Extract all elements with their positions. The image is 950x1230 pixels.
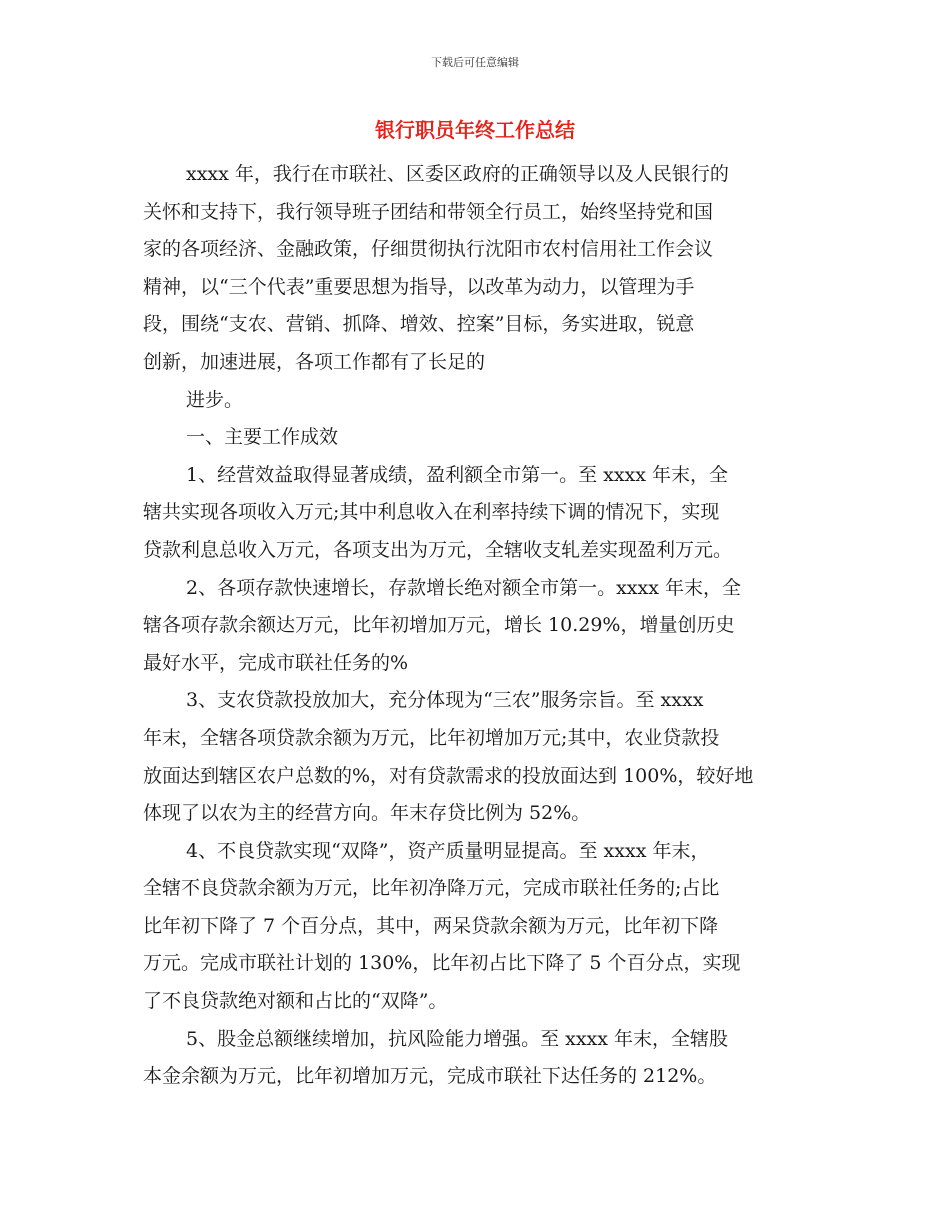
section-heading-text: 一、主要工作成效 bbox=[186, 426, 339, 449]
paragraph-item-5 bbox=[143, 1021, 815, 1096]
paragraph-line: 4、不良贷款实现“双降”，资产质量明显提高。至 xxxx 年末， bbox=[186, 839, 710, 862]
paragraph-line: 体现了以农为主的经营方向。年末存贷比例为 52%。 bbox=[143, 802, 591, 825]
paragraph-line: 家的各项经济、金融政策，仔细贯彻执行沈阳市农村信用社工作会议 bbox=[143, 238, 714, 261]
paragraph-line: 放面达到辖区农户总数的%，对有贷款需求的投放面达到 100%，较好地 bbox=[143, 764, 754, 787]
paragraph-progress bbox=[143, 382, 815, 420]
paragraph-line: 精神，以“三个代表”重要思想为指导，以改革为动力，以管理为手 bbox=[143, 275, 695, 298]
paragraph-line: xxxx 年，我行在市联社、区委区政府的正确领导以及人民银行的 bbox=[186, 163, 729, 185]
document-title: 银行职员年终工作总结 bbox=[375, 118, 575, 142]
paragraph-line: 1、经营效益取得显著成绩，盈利额全市第一。至 xxxx 年末，全 bbox=[186, 463, 729, 486]
document-body bbox=[143, 156, 815, 1096]
paragraph-line: 关怀和支持下，我行领导班子团结和带领全行员工，始终坚持党和国 bbox=[143, 200, 714, 223]
paragraph-line: 本金余额为万元，比年初增加万元，完成市联社下达任务的 212%。 bbox=[143, 1065, 717, 1088]
paragraph-item-2 bbox=[143, 570, 815, 683]
paragraph-item-1 bbox=[143, 457, 815, 570]
section-heading bbox=[143, 419, 815, 457]
paragraph-line: 最好水平，完成市联社任务的% bbox=[143, 651, 409, 674]
paragraph-line: 全辖不良贷款余额为万元，比年初净降万元，完成市联社任务的;占比 bbox=[143, 877, 720, 900]
paragraph-line: 辖各项存款余额达万元，比年初增加万元，增长 10.29%，增量创历史 bbox=[143, 614, 735, 637]
paragraph-line: 2、各项存款快速增长，存款增长绝对额全市第一。xxxx 年末，全 bbox=[186, 576, 741, 599]
header-note: 下载后可任意编辑 bbox=[431, 56, 519, 69]
paragraph-intro bbox=[143, 156, 815, 382]
paragraph-line: 辖共实现各项收入万元;其中利息收入在利率持续下调的情况下，实现 bbox=[143, 501, 720, 524]
paragraph-line: 年末，全辖各项贷款余额为万元，比年初增加万元;其中，农业贷款投 bbox=[143, 726, 720, 749]
paragraph-item-3 bbox=[143, 682, 815, 832]
paragraph-line: 万元。完成市联社计划的 130%，比年初占比下降了 5 个百分点，实现 bbox=[143, 952, 741, 975]
paragraph-line: 贷款利息总收入万元，各项支出为万元，全辖收支轧差实现盈利万元。 bbox=[143, 538, 733, 561]
paragraph-line: 3、支农贷款投放加大，充分体现为“三农”服务宗旨。至 xxxx bbox=[186, 689, 704, 712]
paragraph-line: 进步。 bbox=[186, 388, 244, 411]
paragraph-line: 了不良贷款绝对额和占比的“双降”。 bbox=[143, 990, 448, 1013]
paragraph-line: 创新，加速进展，各项工作都有了长足的 bbox=[143, 350, 486, 373]
paragraph-line: 比年初下降了 7 个百分点，其中，两呆贷款余额为万元，比年初下降 bbox=[143, 914, 719, 937]
paragraph-line: 5、股金总额继续增加，抗风险能力增强。至 xxxx 年末，全辖股 bbox=[186, 1027, 729, 1050]
paragraph-line: 段，围绕“支农、营销、抓降、增效、控案”目标，务实进取，锐意 bbox=[143, 313, 695, 336]
paragraph-item-4 bbox=[143, 833, 815, 1021]
